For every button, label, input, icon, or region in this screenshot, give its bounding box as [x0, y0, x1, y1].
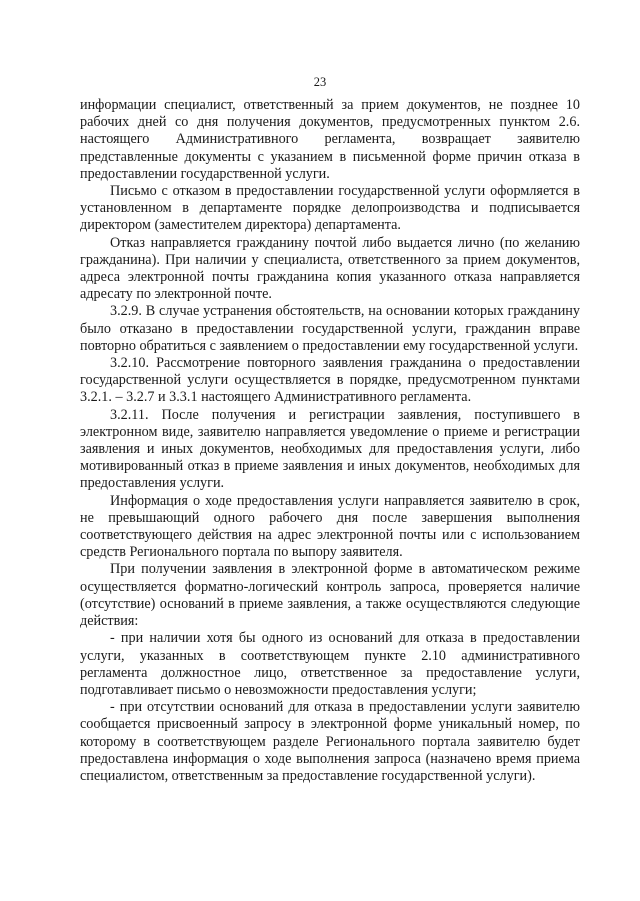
- paragraph-continuation: информации специалист, ответственный за прием документов, не позднее 10 рабочих дней со дня получения документов, предусмотренных пунктом 2.6. настоящего Административного регламента, возвращает заявителю представленные документы с указанием в письменной форме причин отказа в предоставлении государственной услуги.: [80, 97, 580, 182]
- paragraph: При получении заявления в электронной форме в автоматическом режиме осуществляется форматно-логический контроль запроса, проверяется наличие (отсутствие) оснований в приеме заявления, а также осуществляются следующие действия:: [80, 561, 580, 630]
- paragraph: Информация о ходе предоставления услуги направляется заявителю в срок, не превышающий одного рабочего дня после завершения выполнения соответствующего действия на адрес электронной почты или с использованием средств Регионального портала по выпору заявителя.: [80, 492, 580, 561]
- document-body: [80, 97, 580, 785]
- paragraph: Письмо с отказом в предоставлении государственной услуги оформляется в установленном в департаменте порядке делопроизводства и подписывается директором (заместителем директора) департамента.: [80, 183, 580, 234]
- list-item: - при наличии хотя бы одного из оснований для отказа в предоставлении услуги, указанных в соответствующем пункте 2.10 административного регламента должностное лицо, ответственное за предоставление услуги, подготавливает письмо о невозможности предоставления услуги;: [80, 630, 580, 698]
- page-number: 23: [313, 75, 327, 89]
- paragraph-3-2-11: 3.2.11. После получения и регистрации заявления, поступившего в электронном виде, заявителю направляется уведомление о приеме и регистрации заявления и иных документов, необходимых для предоставления услуги, либо мотивированный отказ в приеме заявления и иных документов, необходимых для предоставления услуги.: [80, 406, 580, 492]
- paragraph: Отказ направляется гражданину почтой либо выдается лично (по желанию гражданина). При наличии у специалиста, ответственного за прием документов, адреса электронной почты гражданина копия указанного отказа направляется адресату по электронной почте.: [80, 234, 580, 303]
- paragraph-3-2-9: 3.2.9. В случае устранения обстоятельств, на основании которых гражданину было отказано в предоставлении государственной услуги, гражданин вправе повторно обратиться с заявлением о предоставлении ему государственной услуги.: [80, 303, 580, 354]
- paragraph-3-2-10: 3.2.10. Рассмотрение повторного заявления гражданина о предоставлении государственной услуги осуществляется в порядке, предусмотренном пунктами 3.2.1. – 3.2.7 и 3.3.1 настоящего Административного регламента.: [80, 355, 580, 406]
- list-item: - при отсутствии оснований для отказа в предоставлении услуги заявителю сообщается присвоенный запросу в электронной форме уникальный номер, по которому в соответствующем разделе Регионального портала заявителю будет предоставлена информация о ходе выполнения запроса (назначено время приема специалистом, ответственным за предоставление государственной услуги).: [80, 699, 580, 784]
